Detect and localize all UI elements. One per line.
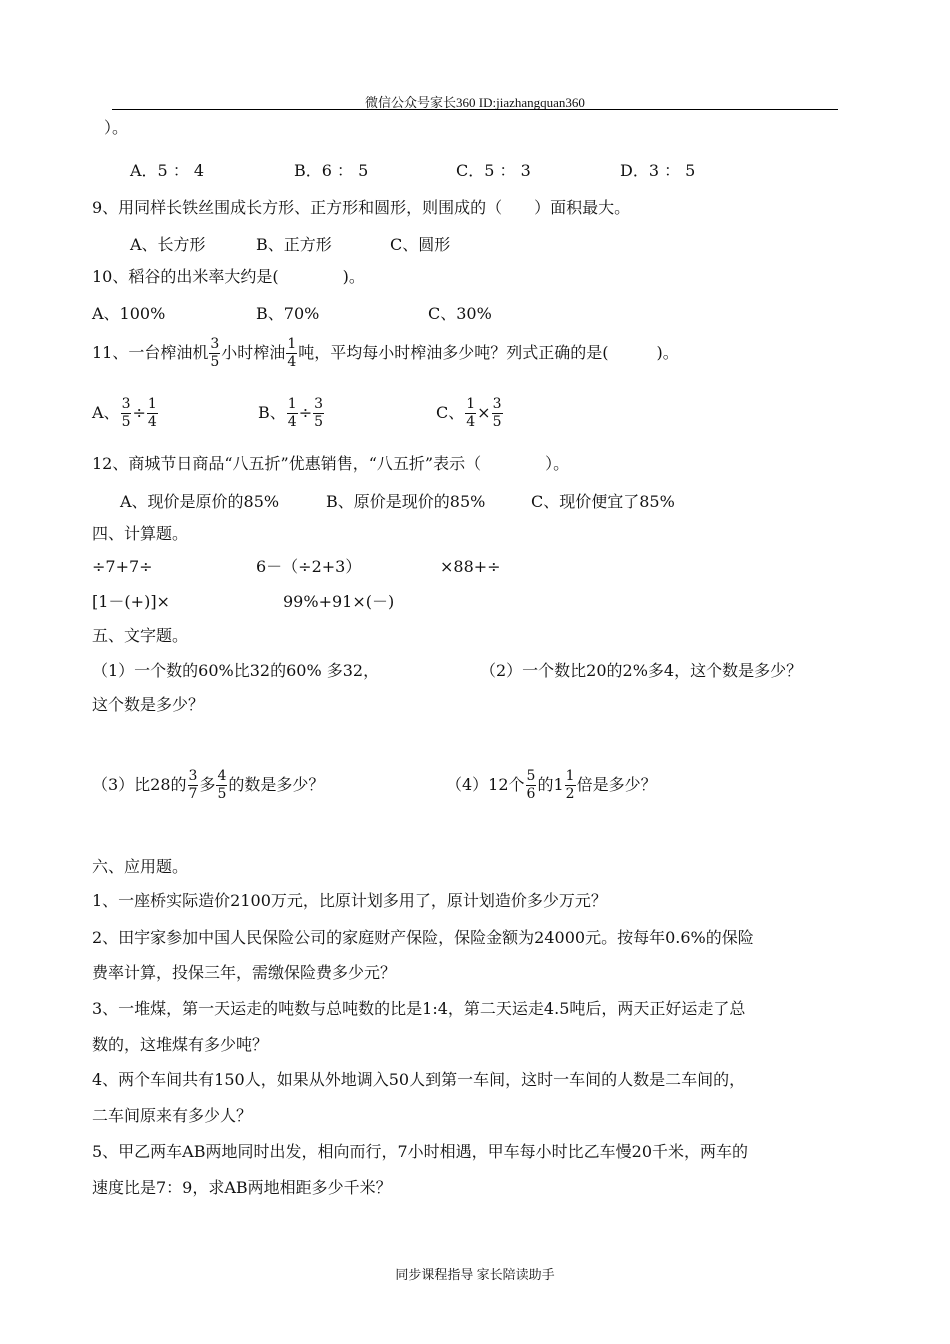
q8-option-b: B．6 ： 5 xyxy=(294,161,369,180)
q12-text: 12、商城节日商品“八五折”优惠销售，“八五折”表示（ ）。 xyxy=(92,454,570,473)
q12-option-a: A、现价是原价的85% xyxy=(120,492,280,511)
word-problem-1-cont: 这个数是多少？ xyxy=(92,695,205,714)
q11-part2: 小时榨油 xyxy=(221,343,286,362)
q11-option-a: A、 $\frac{3}{5}$ ÷ $\frac{1}{4}$ xyxy=(92,396,157,430)
q8-option-c: C．5 ： 3 xyxy=(456,161,531,180)
word-problem-3: （3）比28的 $\frac{3}{7}$ 多 $\frac{4}{5}$ 的数是多少？ xyxy=(92,768,325,802)
app-line-2: 2、田宇家参加中国人民保险公司的家庭财产保险，保险金额为24000元。按每年0.6%的保险 xyxy=(92,928,754,947)
app-line-8: 5、甲乙两车AB两地同时出发，相向而行，7小时相遇，甲车每小时比乙车慢20千米，两车的 xyxy=(92,1142,749,1161)
section4-title: 四、计算题。 xyxy=(92,524,189,543)
app-line-6: 4、两个车间共有150人，如果从外地调入50人到第一车间，这时一车间的人数是二车间的， xyxy=(92,1070,746,1089)
app-line-1: 1、一座桥实际造价2100万元，比原计划多用了，原计划造价多少万元？ xyxy=(92,891,607,910)
header-rule xyxy=(112,109,838,110)
q8-option-a: A．5 ： 4 xyxy=(130,161,205,180)
q11-option-c: C、 $\frac{1}{4}$ × $\frac{3}{5}$ xyxy=(436,396,502,430)
q9-option-a: A、长方形 xyxy=(130,235,206,254)
word-problem-4: （4）12个 $\frac{5}{6}$ 的1 $\frac{1}{2}$ 倍是多少？ xyxy=(446,768,657,802)
section6-title: 六、应用题。 xyxy=(92,857,189,876)
word-problem-1: （1）一个数的60%比32的60% 多32， xyxy=(92,661,380,680)
q11-option-b: B、 $\frac{1}{4}$ ÷ $\frac{3}{5}$ xyxy=(258,396,324,430)
q12-option-b: B、原价是现价的85% xyxy=(326,492,486,511)
q10-option-a: A、100% xyxy=(92,304,166,323)
page-header: 微信公众号家长360 ID:jiazhangquan360 xyxy=(365,95,585,110)
q9-text: 9、用同样长铁丝围成长方形、正方形和圆形，则围成的（ ）面积最大。 xyxy=(92,198,631,217)
calc-expr-5: 99%+91×(－) xyxy=(283,592,395,611)
app-line-5: 数的，这堆煤有多少吨？ xyxy=(92,1035,269,1054)
calc-expr-1: ÷7+7÷ xyxy=(92,557,153,576)
section5-title: 五、文字题。 xyxy=(92,626,189,645)
app-line-7: 二车间原来有多少人？ xyxy=(92,1106,253,1125)
q9-option-b: B、正方形 xyxy=(256,235,332,254)
calc-expr-3: ×88+÷ xyxy=(440,557,501,576)
q10-option-b: B、70% xyxy=(256,304,320,323)
q9-option-c: C、圆形 xyxy=(390,235,451,254)
calc-expr-4: [1－(+)]× xyxy=(92,592,170,611)
q11-text xyxy=(92,336,679,371)
app-line-4: 3、一堆煤，第一天运走的吨数与总吨数的比是1:4，第二天运走4.5吨后，两天正好运走了总 xyxy=(92,999,746,1018)
calc-expr-2: 6－（÷2+3） xyxy=(256,557,362,576)
page-footer: 同步课程指导 家长陪读助手 xyxy=(395,1267,555,1282)
fraction: $\frac{1}{4}$ xyxy=(287,336,297,370)
q8-tail: ）。 xyxy=(104,118,129,137)
q8-option-d: D．3 ： 5 xyxy=(620,161,696,180)
q10-text: 10、稻谷的出米率大约是( )。 xyxy=(92,267,365,286)
q12-option-c: C、现价便宜了85% xyxy=(531,492,675,511)
app-line-3: 费率计算，投保三年，需缴保险费多少元？ xyxy=(92,963,397,982)
q11-part3: 吨，平均每小时榨油多少吨？列式正确的是( )。 xyxy=(298,343,679,362)
fraction: $\frac{3}{5}$ xyxy=(210,336,220,370)
app-line-9: 速度比是7：9，求AB两地相距多少千米？ xyxy=(92,1178,392,1197)
q11-part1: 11、一台榨油机 xyxy=(92,343,209,362)
q10-option-c: C、30% xyxy=(428,304,492,323)
word-problem-2: （2）一个数比20的2%多4，这个数是多少？ xyxy=(480,661,803,680)
